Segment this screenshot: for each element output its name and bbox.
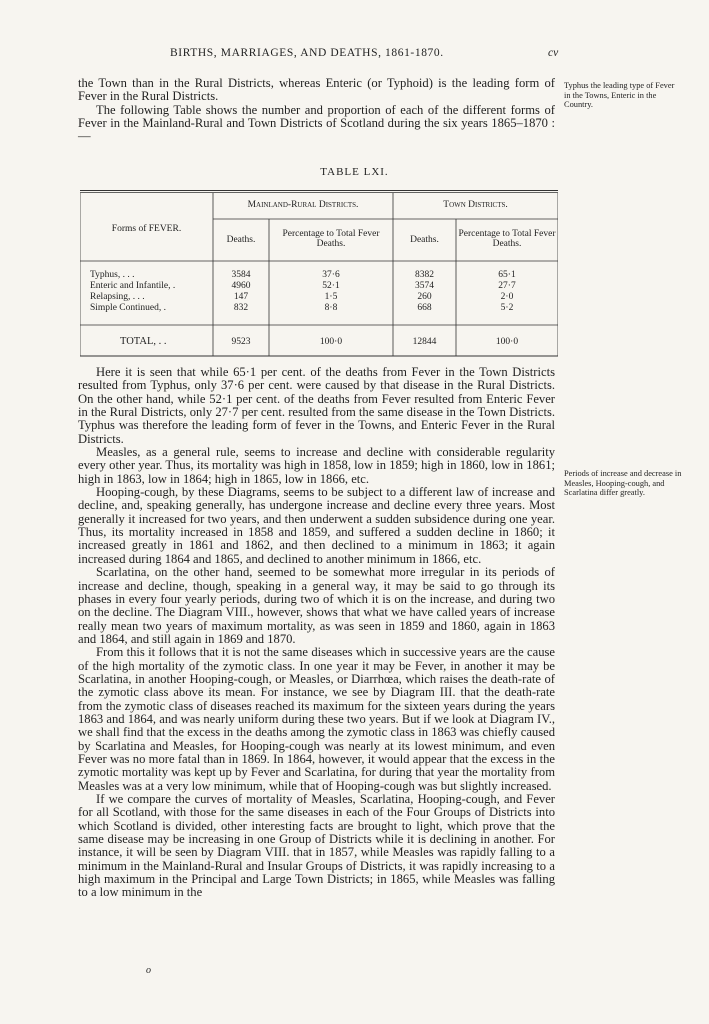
table-row-3-town-deaths: 260: [417, 292, 432, 302]
fever-table: [80, 190, 558, 357]
margin-note-periods: Periods of increase and decrease in Measles, Hooping-cough, and Scarlatina differ greatly.: [564, 469, 682, 498]
table-row-2-rural-deaths: 4960: [231, 281, 251, 291]
table-row-4-town-deaths: 668: [417, 303, 432, 313]
rural-deaths-header: Deaths.: [226, 235, 256, 245]
paragraph-typhus-comparison: Here it is seen that while 65·1 per cent. of the deaths from Fever in the Town Districts resulted from Typhus, only 37·6 per cent. were caused by that disease in the Rural Districts. On the other hand, while 52·1 per cent. of the deaths from Fever resulted from Enteric Fever in the Rural Districts, only 27·7 per cent. resulted from the same disease in the Town Districts. Typhus was therefore the leading form of fever in the Towns, and Enteric Fever in the Rural Districts.: [78, 365, 555, 446]
table-title: TABLE LXI.: [320, 166, 389, 178]
intro-paragraph-2: The following Table shows the number and proportion of each of the different forms of Fever in the Mainland-Rural and Town Districts of Scotland during the six years 1865–1870 :—: [78, 102, 555, 144]
rural-group-header: Mainland-Rural Districts.: [247, 200, 359, 210]
running-title: BIRTHS, MARRIAGES, AND DEATHS, 1861-1870.: [170, 47, 444, 59]
page-number: cv: [548, 47, 559, 59]
table-total-town-deaths: 12844: [412, 337, 437, 347]
intro-paragraph-1: the Town than in the Rural Districts, whereas Enteric (or Typhoid) is the leading form of Fever in the Rural Districts.: [78, 76, 555, 104]
main-text: [78, 366, 555, 900]
table-row-3-rural-deaths: 147: [233, 292, 249, 302]
table-total-town-pct: 100·0: [495, 337, 519, 347]
table-row-4-rural-deaths: 832: [233, 303, 249, 313]
town-percentage-header: Percentage to Total Fever Deaths.: [458, 229, 556, 250]
rural-percentage-header: Percentage to Total Fever Deaths.: [282, 229, 380, 250]
table-row-2-form: Enteric and Infantile, .: [90, 281, 176, 291]
table-row-2-town-pct: 27·7: [498, 281, 516, 291]
paragraph-zymotic-class: From this it follows that it is not the same diseases which in successive years are the cause of the high mortality of the zymotic class. In one year it may be Fever, in another it may be Scarlatina, in another Hooping-cough, or Measles, or Diarrhœa, which raises the death-rate of the zymotic class above its mean. For instance, we see by Diagram III. that the death-rate from the zymotic class of diseases reached its maximum for the sixteen years during the years 1863 and 1864, and was nearly uniform during these two years. But if we look at Diagram IV., we shall find that the excess in the deaths among the zymotic class in 1863 was chiefly caused by Scarlatina and Measles, for Hooping-cough was nearly at its lowest minimum, and even Fever was no more fatal than in 1869. In 1864, however, it would appear that the excess in the zymotic mortality was kept up by Fever and Scarlatina, for during that year the mortality from Measles was at a very low minimum, while that of Hooping-cough was but slightly increased.: [78, 645, 555, 793]
table-row-3-rural-pct: 1·5: [324, 292, 338, 302]
table-row-2-rural-pct: 52·1: [322, 281, 340, 291]
margin-note-typhus: Typhus the leading type of Fever in the Towns, Enteric in the Country.: [564, 81, 675, 110]
signature-mark: o: [146, 965, 151, 976]
paragraph-measles: Measles, as a general rule, seems to increase and decline with considerable regularity every other year. Thus, its mortality was high in 1858, low in 1859; high in 1860, low in 1861; high in 1863, low in 1864; high in 1865, low in 1866, etc.: [78, 445, 555, 486]
table-row-1-form: Typhus, . . .: [90, 270, 135, 280]
table-row-4-form: Simple Continued, .: [90, 303, 166, 313]
table-total-rural-deaths: 9523: [231, 337, 251, 347]
table-row-1-town-pct: 65·1: [498, 270, 516, 280]
table-row-4-rural-pct: 8·8: [324, 303, 338, 313]
town-group-header: Town Districts.: [443, 200, 508, 210]
table-row-4-town-pct: 5·2: [500, 303, 514, 313]
paragraph-curves-comparison: If we compare the curves of mortality of Measles, Scarlatina, Hooping-cough, and Fever for all Scotland, with those for the same diseases in each of the Four Groups of Districts into which Scotland is divided, other interesting facts are brought to light, which prove that the same disease may be increasing in one Group of Districts while it is declining in another. For instance, it will be seen by Diagram VIII. that in 1857, while Measles was rapidly falling to a minimum in the Mainland-Rural and Insular Groups of Districts, it was rapidly increasing to a high maximum in the Principal and Large Town Districts; in 1865, while Measles was falling to a low minimum in the: [78, 792, 555, 900]
table-row-1-town-deaths: 8382: [415, 270, 434, 280]
paragraph-scarlatina: Scarlatina, on the other hand, seemed to be somewhat more irregular in its periods of increase and decline, though, speaking in a general way, it may be said to go through its phases in every four yearly periods, during two of which it is on the increase, and during two on the decline. The Diagram VIII., however, shows that what we have called years of increase really mean two years of maximum mortality, as was seen in 1859 and 1860, again in 1863 and 1864, and still again in 1869 and 1870.: [78, 565, 555, 646]
town-deaths-header: Deaths.: [410, 235, 439, 245]
intro-text: [78, 77, 555, 144]
table-total-label: TOTAL, . .: [120, 336, 167, 347]
table-total-rural-pct: 100·0: [319, 337, 343, 347]
table-row-1-rural-deaths: 3584: [231, 270, 251, 280]
table-row-3-town-pct: 2·0: [500, 292, 514, 302]
table-row-3-form: Relapsing, . . .: [90, 292, 145, 302]
paragraph-hooping-cough: Hooping-cough, by these Diagrams, seems to be subject to a different law of increase and decline, and, speaking generally, has undergone increase and decline every three years. Most generally it increased for two years, and then underwent a sudden subsidence during one year. Thus, its mortality increased in 1858 and 1859, and suffered a sudden decline in 1860; it increased greatly in 1861 and 1862, and then declined to a minimum in 1863; it again increased during 1864 and 1865, and declined to another minimum in 1866, etc.: [78, 485, 555, 566]
table-row-2-town-deaths: 3574: [415, 281, 434, 291]
forms-header: Forms of FEVER.: [111, 224, 182, 234]
table-row-1-rural-pct: 37·6: [322, 270, 340, 280]
